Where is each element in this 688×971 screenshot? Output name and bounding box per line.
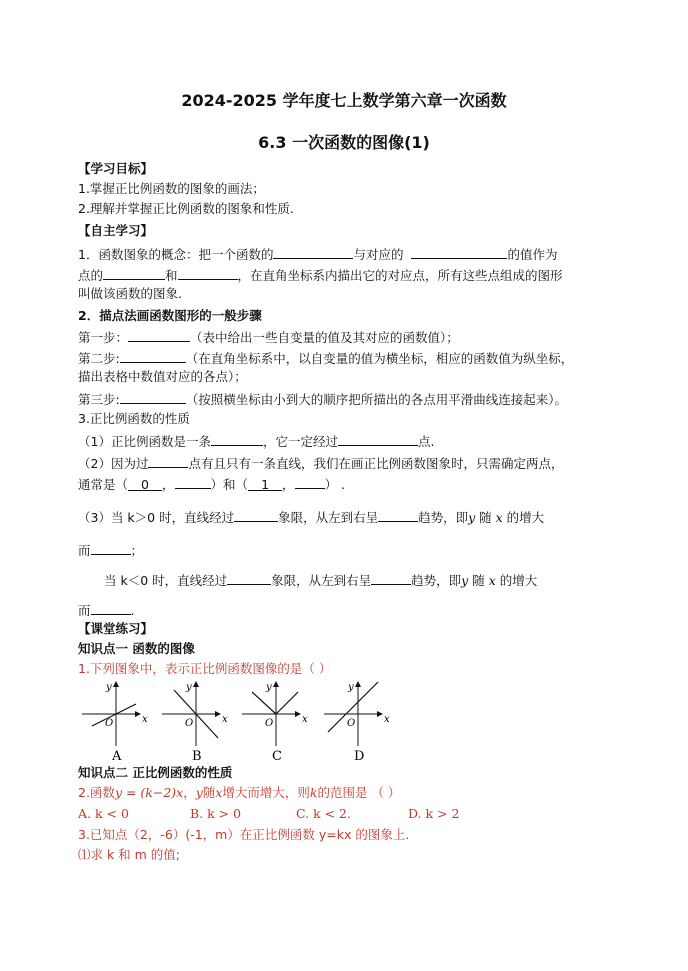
graph-a-label: A	[112, 749, 122, 764]
blank	[371, 570, 411, 585]
graph-c-y-label: y	[266, 682, 272, 693]
practice-heading: 【课堂练习】	[78, 621, 154, 636]
goal-2: 2.理解并掌握正比例函数的图象和性质.	[78, 201, 294, 216]
graph-c-line-right	[276, 692, 298, 714]
property-1: （1）正比例函数是一条 ，它一定经过 点.	[78, 431, 434, 451]
concept-line-3: 叫做该函数的图象.	[78, 286, 182, 301]
step-2: 第二步: （在直角坐标系中，以自变量的值为横坐标，相应的函数值为纵坐标，	[78, 348, 573, 368]
property-3: （3）当 k＞0 时，直线经过 象限，从左到右呈 趋势，即y 随 x 的增大	[78, 507, 544, 527]
steps-heading: 2．描点法画函数图形的一般步骤	[78, 308, 262, 323]
graph-a-y-label: y	[106, 682, 112, 693]
graph-a-x-label: x	[142, 714, 148, 725]
knowledge-point-1: 知识点一 函数的图像	[78, 641, 195, 656]
self-study-heading: 【自主学习】	[78, 223, 154, 238]
graph-a-line	[92, 704, 136, 726]
exercise-3: 3.已知点（2，-6）(-1，m）在正比例函数 y=kx 的图象上.	[78, 827, 410, 842]
blank-filled-zero: 0	[128, 476, 162, 491]
graph-d	[324, 682, 390, 764]
property-4-cont: 而 .	[78, 600, 135, 620]
blank	[91, 540, 131, 555]
graph-d-label: D	[354, 749, 365, 764]
blank	[338, 431, 418, 446]
property-4: 当 k＜0 时，直线经过 象限，从左到右呈 趋势，即y 随 x 的增大	[104, 570, 537, 590]
option-c: C. k < 2.	[296, 806, 351, 821]
blank	[273, 244, 353, 259]
property-3-cont: 而 ；	[78, 540, 143, 560]
step-2-cont: 描出表格中数值对应的各点）；	[78, 369, 247, 384]
graph-c-line-left	[252, 692, 276, 714]
doc-title: 2024-2025 学年度七上数学第六章一次函数	[181, 91, 507, 110]
knowledge-point-2: 知识点二 正比例函数的性质	[78, 765, 233, 780]
graph-c	[242, 682, 308, 764]
concept-line-2: 点的 和 ，在直角坐标系内描出它的对应点，所有这些点组成的图形	[78, 265, 563, 285]
graph-d-y-label: y	[348, 682, 354, 693]
blank	[295, 474, 325, 489]
graph-b-y-label: y	[186, 682, 192, 693]
graph-c-label: C	[272, 749, 282, 764]
blank	[211, 431, 263, 446]
graph-b-label: B	[192, 749, 202, 764]
blank	[91, 600, 131, 615]
exercise-2-options	[78, 805, 459, 823]
graph-b-origin-label: O	[185, 718, 194, 729]
concept-line-1: 1．函数图象的概念：把一个函数的 与对应的 的值作为	[78, 244, 557, 264]
goal-1: 1.掌握正比例函数的图象的画法；	[78, 181, 265, 196]
exercise-3-part-1: ⑴求 k 和 m 的值;	[78, 847, 181, 862]
blank	[378, 507, 418, 522]
blank	[227, 570, 271, 585]
property-2: （2）因为过 点有且只有一条直线，我们在画正比例函数图象时，只需确定两点，	[78, 453, 563, 473]
blank	[411, 244, 507, 259]
section-title: 6.3 一次函数的图像(1)	[258, 133, 430, 152]
exercise-1: 1.下列图象中，表示正比例函数图像的是（ ）	[78, 661, 332, 676]
blank	[178, 265, 238, 280]
graph-c-x-label: x	[302, 714, 308, 725]
blank	[120, 348, 186, 363]
blank	[128, 327, 190, 342]
blank	[120, 389, 186, 404]
option-a: A. k < 0	[78, 806, 129, 821]
graph-b-x-label: x	[222, 714, 228, 725]
blank	[103, 265, 165, 280]
option-d: D. k > 2	[408, 806, 460, 821]
graph-d-x-label: x	[384, 714, 390, 725]
graph-c-origin-label: O	[265, 718, 274, 729]
option-b: B. k > 0	[190, 806, 242, 821]
exercise-2: 2.函数y = (k−2)x，y随x增大而增大，则k的范围是 （ ）	[78, 785, 401, 800]
goals-heading: 【学习目标】	[78, 161, 154, 176]
graph-a-origin-label: O	[105, 718, 114, 729]
graph-b	[162, 682, 228, 764]
blank	[175, 474, 211, 489]
graph-options	[78, 676, 398, 768]
step-3: 第三步: （按照横坐标由小到大的顺序把所描出的各点用平滑曲线连接起来）。	[78, 389, 567, 409]
step-1: 第一步： （表中给出一些自变量的值及其对应的函数值）；	[78, 327, 459, 347]
properties-heading: 3.正比例函数的性质	[78, 411, 190, 426]
graph-d-origin-label: O	[347, 718, 356, 729]
graph-a	[82, 682, 148, 764]
blank-filled-one: 1	[248, 476, 282, 491]
blank	[234, 507, 278, 522]
property-2-cont: 通常是（ 0 ， ）和（ 1 ， ） .	[78, 474, 345, 494]
blank	[148, 453, 188, 468]
